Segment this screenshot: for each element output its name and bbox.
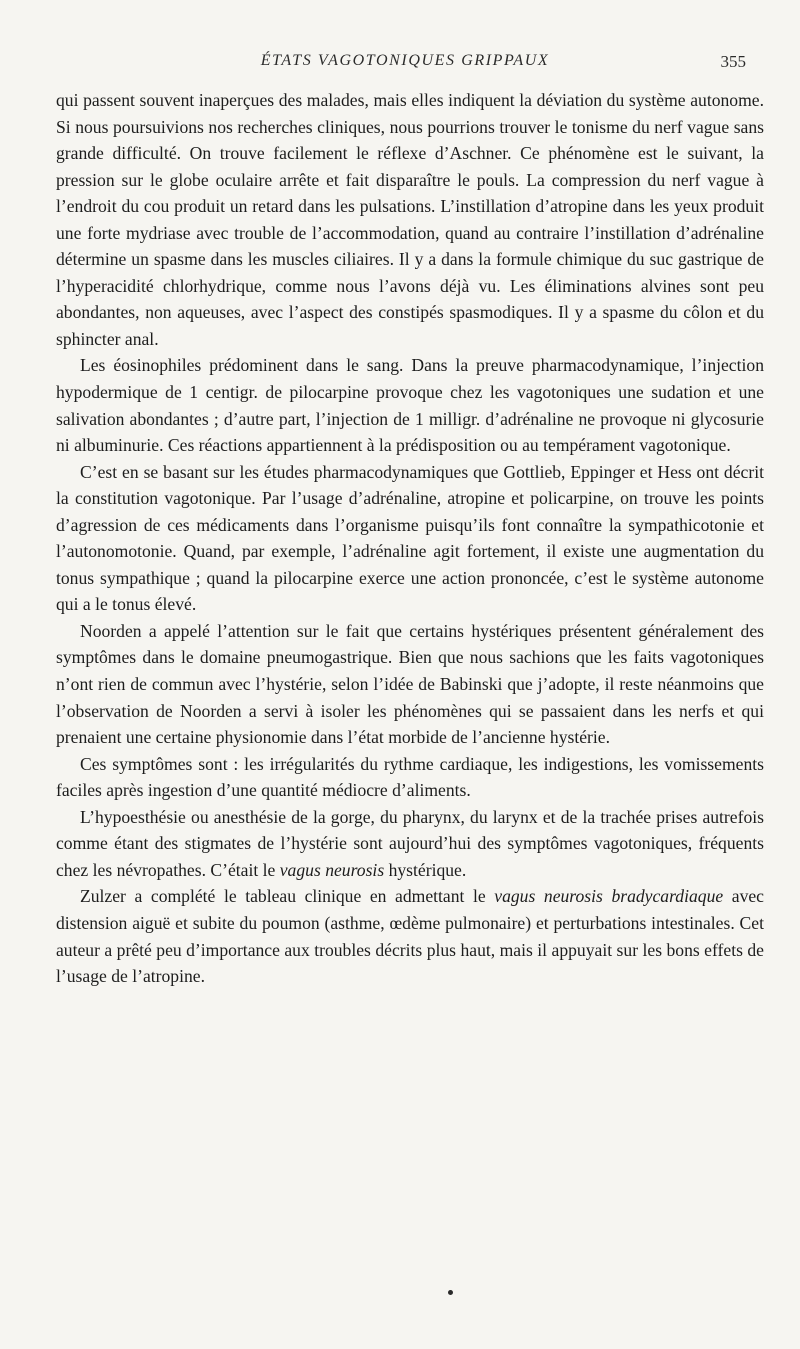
paragraph-text: Les éosinophiles prédominent dans le sang. Dans la preuve pharmacodynamique, l’injection hypodermique de 1 centigr. de pilocarpine provoque chez les vagotoniques une sudation et une salivation abondantes ; d’autre part, l’injection de 1 milligr. d’adrénaline ne provoque ni glycosurie ni albuminurie. Ces réactions appartiennent à la prédisposition ou au tempérament vagotonique. [56,355,764,456]
page-number: 355 [720,52,746,71]
body-text [56,87,764,990]
paragraph [56,459,764,618]
page-header [56,52,754,74]
paragraph [56,751,764,804]
ink-dot [448,1290,453,1295]
paragraph [56,883,764,989]
paragraph [56,352,764,458]
italic-term: vagus neurosis bradycardiaque [494,886,724,907]
paragraph-text: hystérique. [384,859,467,880]
paragraph [56,804,764,884]
paragraph-text: Zulzer a complété le tableau clinique en admettant le [80,886,495,907]
italic-term: vagus neurosis [279,859,385,880]
paragraph-text: Noorden a appelé l’attention sur le fait que certains hystériques présentent généralement des symptômes dans le domaine pneumogastrique. Bien que nous sachions que les faits vagotoniques n’ont rien de commun avec l’hystérie, selon l’idée de Babinski que j’adopte, il reste néanmoins que l’observation de Noorden a servi à isoler les phénomènes qui se passaient dans les nerfs et qui prenaient une certaine physionomie dans l’état morbide de l’ancienne hystérie. [56,620,764,748]
paragraph [56,618,764,751]
paragraph-text: L’hypoesthésie ou anesthésie de la gorge, du pharynx, du larynx et de la trachée prises autrefois comme étant des stigmates de l’hystérie sont aujourd’hui des symptômes vagotoniques, fréquents chez les névropathes. C’était le [56,806,764,880]
paragraph-text: avec distension aiguë et subite du poumon (asthme, œdème pulmonaire) et perturbations intestinales. Cet auteur a prêté peu d’importance aux troubles décrits plus haut, mais il appuyait sur les bons effets de l’usage de l’atropine. [56,886,764,987]
paragraph [56,87,764,352]
paragraph-text: qui passent souvent inaperçues des malades, mais elles indiquent la déviation du système autonome. Si nous poursuivions nos recherches cliniques, nous pourrions trouver le tonisme du nerf vague sans grande difficulté. On trouve facilement le réflexe d’Aschner. Ce phénomène est le suivant, la pression sur le globe oculaire arrête et fait disparaître le pouls. La compression du nerf vague à l’endroit du cou produit un retard dans les pulsations. L’instillation d’atropine dans les yeux produit une forte mydriase avec trouble de l’accommodation, quand au contraire l’instillation d’adrénaline détermine un spasme dans les muscles ciliaires. Il y a dans la formule chimique du suc gastrique de l’hyperacidité chlorhydrique, comme nous l’avons déjà vu. Les éliminations alvines sont peu abondantes, non aqueuses, avec l’aspect des constipés spasmodiques. Il y a spasme du côlon et du sphincter anal. [56,90,764,349]
paragraph-text: Ces symptômes sont : les irrégularités du rythme cardiaque, les indigestions, les vomissements faciles après ingestion d’une quantité médiocre d’aliments. [56,753,764,801]
paragraph-text: C’est en se basant sur les études pharmacodynamiques que Gottlieb, Eppinger et Hess ont décrit la constitution vagotonique. Par l’usage d’adrénaline, atropine et policarpine, on trouve les points d’agression de ces médicaments dans l’organisme puisqu’ils font connaître la sympathicotonie et l’autonomotonie. Quand, par exemple, l’adrénaline agit fortement, il existe une augmentation du tonus sympathique ; quand la pilocarpine exerce une action prononcée, c’est le système autonome qui a le tonus élevé. [56,461,764,615]
running-title: ÉTATS VAGOTONIQUES GRIPPAUX [260,52,550,69]
